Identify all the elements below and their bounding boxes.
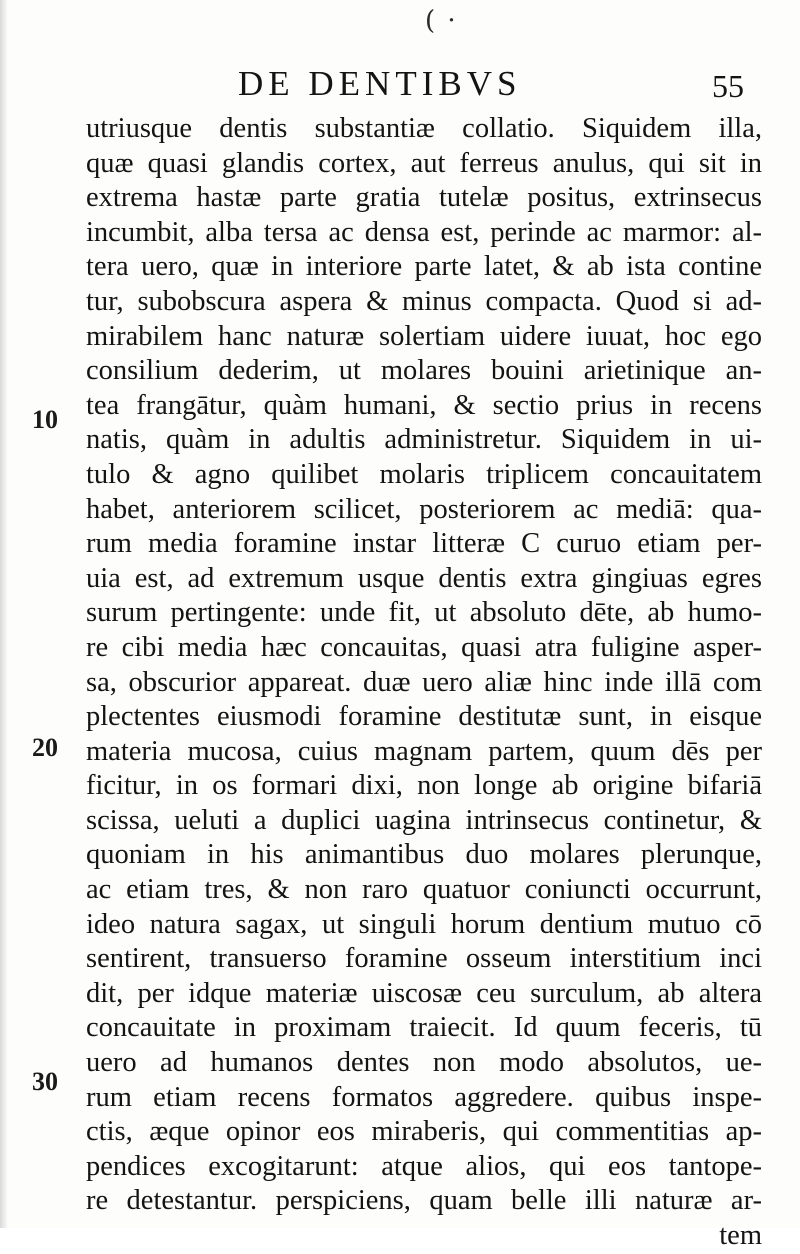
text-line: habet, anteriorem scilicet, posteriorem ac mediā: qua- xyxy=(86,493,762,525)
body-text xyxy=(86,112,762,1254)
text-line: ideo natura sagax, ut singuli horum dentium mutuo cō xyxy=(86,908,762,940)
text-line: sentirent, transuerso foramine osseum interstitium inci xyxy=(86,943,762,975)
top-ornament-mark: ( · xyxy=(425,6,458,36)
text-line: extrema hastæ parte gratia tutelæ positus, extrinsecus xyxy=(86,182,762,214)
text-line: tea frangātur, quàm humani, & sectio prius in recens xyxy=(86,389,762,421)
running-head: DE DENTIBVS xyxy=(238,64,522,103)
text-line: tulo & agno quilibet molaris triplicem concauitatem xyxy=(86,458,762,490)
text-line: materia mucosa, cuius magnam partem, quum dēs per xyxy=(86,735,762,767)
text-line: uia est, ad extremum usque dentis extra gingiuas egres xyxy=(86,562,762,594)
text-line: tur, subobscura aspera & minus compacta. Quod si ad- xyxy=(86,285,762,317)
text-line: plectentes eiusmodi foramine destitutæ sunt, in eisque xyxy=(86,701,762,733)
text-line: utriusque dentis substantiæ collatio. Siquidem illa, xyxy=(86,113,762,144)
text-line: surum pertingente: unde fit, ut absoluto dēte, ab humo- xyxy=(86,597,762,629)
text-line: quæ quasi glandis cortex, aut ferreus anulus, qui sit in xyxy=(86,147,762,179)
line-number-marker: 10 xyxy=(32,405,58,434)
text-line: sa, obscurior appareat. duæ uero aliæ hinc inde illā com xyxy=(86,666,762,698)
text-line: scissa, ueluti a duplici uagina intrinsecus continetur, & xyxy=(86,804,762,836)
text-line: ac etiam tres, & non raro quatuor coniuncti occurrunt, xyxy=(86,874,762,906)
text-line: re detestantur. perspiciens, quam belle illi naturæ ar- xyxy=(86,1185,762,1217)
text-line: ctis, æque opinor eos miraberis, qui commentitias ap- xyxy=(86,1116,762,1148)
text-line: concauitate in proximam traiecit. Id quum feceris, tū xyxy=(86,1012,762,1044)
line-number-marker: 20 xyxy=(32,733,58,762)
text-line: mirabilem hanc naturæ solertiam uidere iuuat, hoc ego xyxy=(86,320,762,352)
text-line: rum media foramine instar litteræ C curuo etiam per- xyxy=(86,528,762,560)
catchword: tem xyxy=(719,1220,762,1251)
text-line: quoniam in his animantibus duo molares plerunque, xyxy=(86,839,762,871)
text-line: dit, per idque materiæ uiscosæ ceu surculum, ab altera xyxy=(86,977,762,1009)
text-line: tera uero, quæ in interiore parte latet, & ab ista contine xyxy=(86,251,762,283)
scan-shadow-edge xyxy=(0,0,8,1228)
text-line: incumbit, alba tersa ac densa est, perinde ac marmor: al- xyxy=(86,216,762,248)
text-line: ficitur, in os formari dixi, non longe ab origine bifariā xyxy=(86,770,762,802)
text-line: uero ad humanos dentes non modo absolutos, ue- xyxy=(86,1047,762,1079)
text-line: pendices excogitarunt: atque alios, qui eos tantope- xyxy=(86,1150,762,1182)
text-line: consilium dederim, ut molares bouini arietinique an- xyxy=(86,355,762,387)
line-number-marker: 30 xyxy=(32,1067,58,1096)
page-number: 55 xyxy=(712,68,744,104)
text-line: rum etiam recens formatos aggredere. quibus inspe- xyxy=(86,1081,762,1113)
text-line: natis, quàm in adultis administretur. Siquidem in ui- xyxy=(86,424,762,456)
text-line: re cibi media hæc concauitas, quasi atra fuligine asper- xyxy=(86,631,762,663)
